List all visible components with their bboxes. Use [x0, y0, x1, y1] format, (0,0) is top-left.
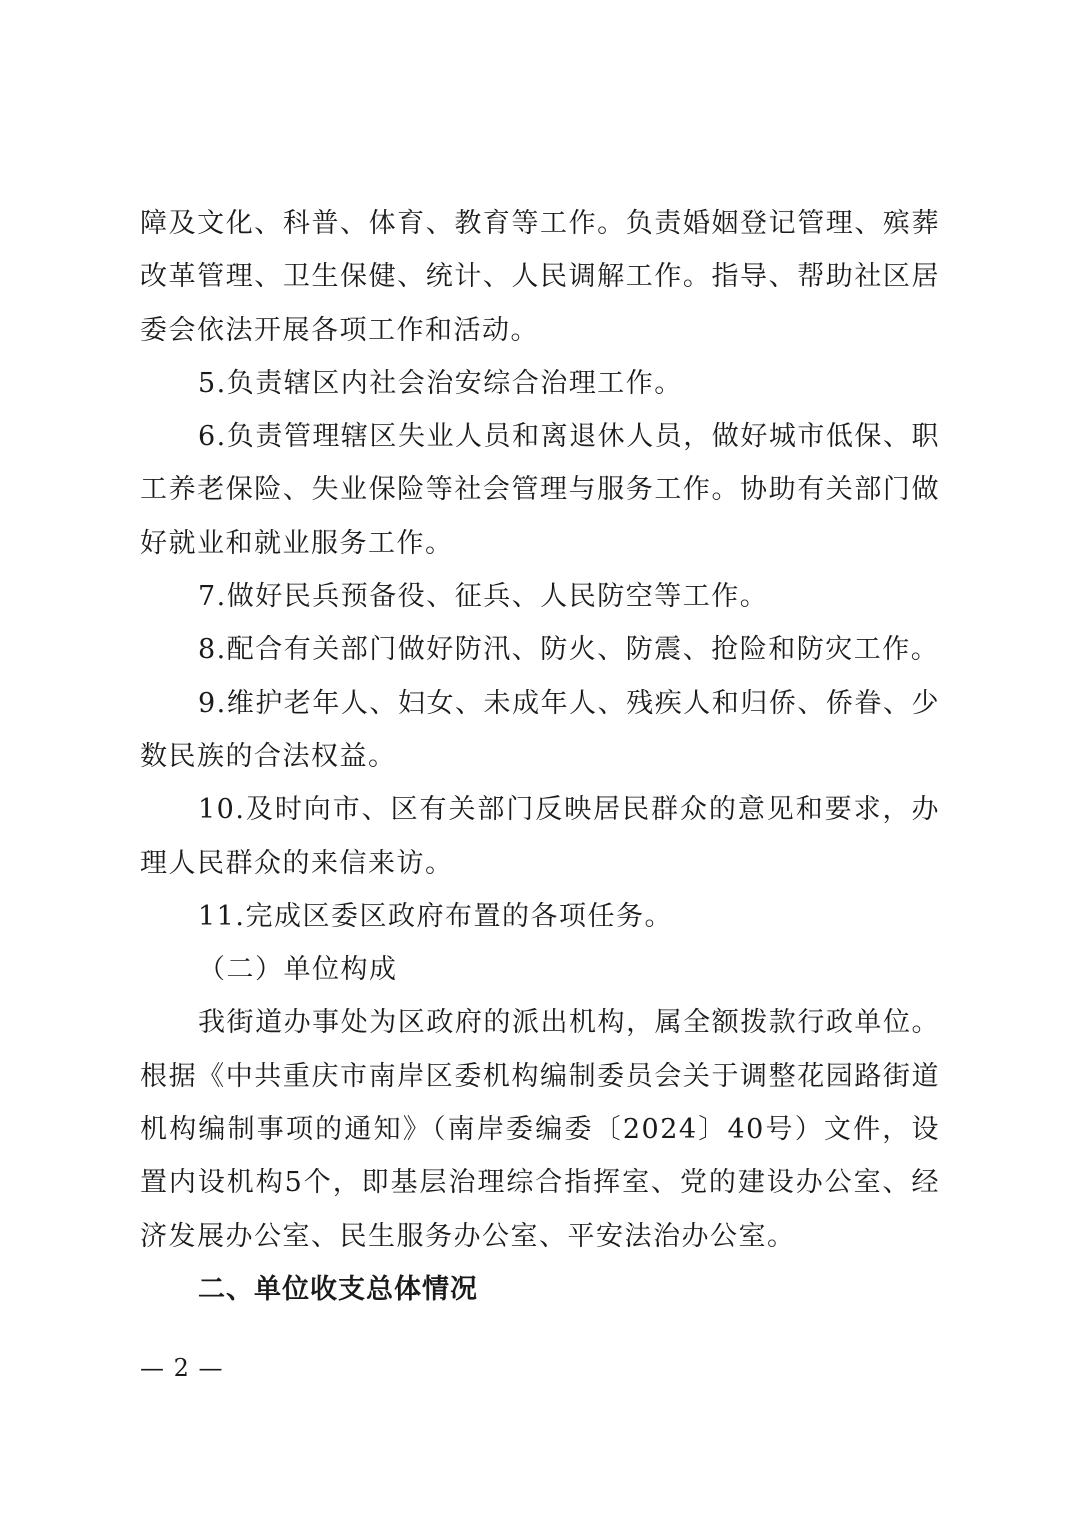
paragraph-item-6: 6.负责管理辖区失业人员和离退休人员，做好城市低保、职工养老保险、失业保险等社会管理与服务工作。协助有关部门做好就业和就业服务工作。	[140, 421, 940, 559]
paragraph-item-5: 5.负责辖区内社会治安综合治理工作。	[198, 367, 683, 399]
section-heading-income-expenditure: 二、单位收支总体情况	[198, 1273, 478, 1305]
paragraph-item-7: 7.做好民兵预备役、征兵、人民防空等工作。	[198, 581, 769, 613]
document-body	[140, 197, 940, 1316]
paragraph-item-10: 10.及时向市、区有关部门反映居民群众的意见和要求，办理人民群众的来信来访。	[140, 794, 940, 879]
paragraph-item-11: 11.完成区委区政府布置的各项任务。	[198, 900, 673, 932]
section-heading-unit-composition: （二）单位构成	[198, 954, 398, 986]
paragraph-continued-duties: 障及文化、科普、体育、教育等工作。负责婚姻登记管理、殡葬改革管理、卫生保健、统计、人民调解工作。指导、帮助社区居委会依法开展各项工作和活动。	[140, 208, 940, 346]
paragraph-item-8: 8.配合有关部门做好防汛、防火、防震、抢险和防灾工作。	[198, 634, 940, 666]
paragraph-item-9: 9.维护老年人、妇女、未成年人、残疾人和归侨、侨眷、少数民族的合法权益。	[140, 687, 940, 772]
page-number: — 2 —	[140, 1354, 224, 1382]
paragraph-unit-composition: 我街道办事处为区政府的派出机构，属全额拨款行政单位。根据《中共重庆市南岸区委机构编制委员会关于调整花园路街道机构编制事项的通知》（南岸委编委〔2024〕40号）文件，设置内设机构5个，即基层治理综合指挥室、党的建设办公室、经济发展办公室、民生服务办公室、平安法治办公室。	[140, 1007, 940, 1252]
